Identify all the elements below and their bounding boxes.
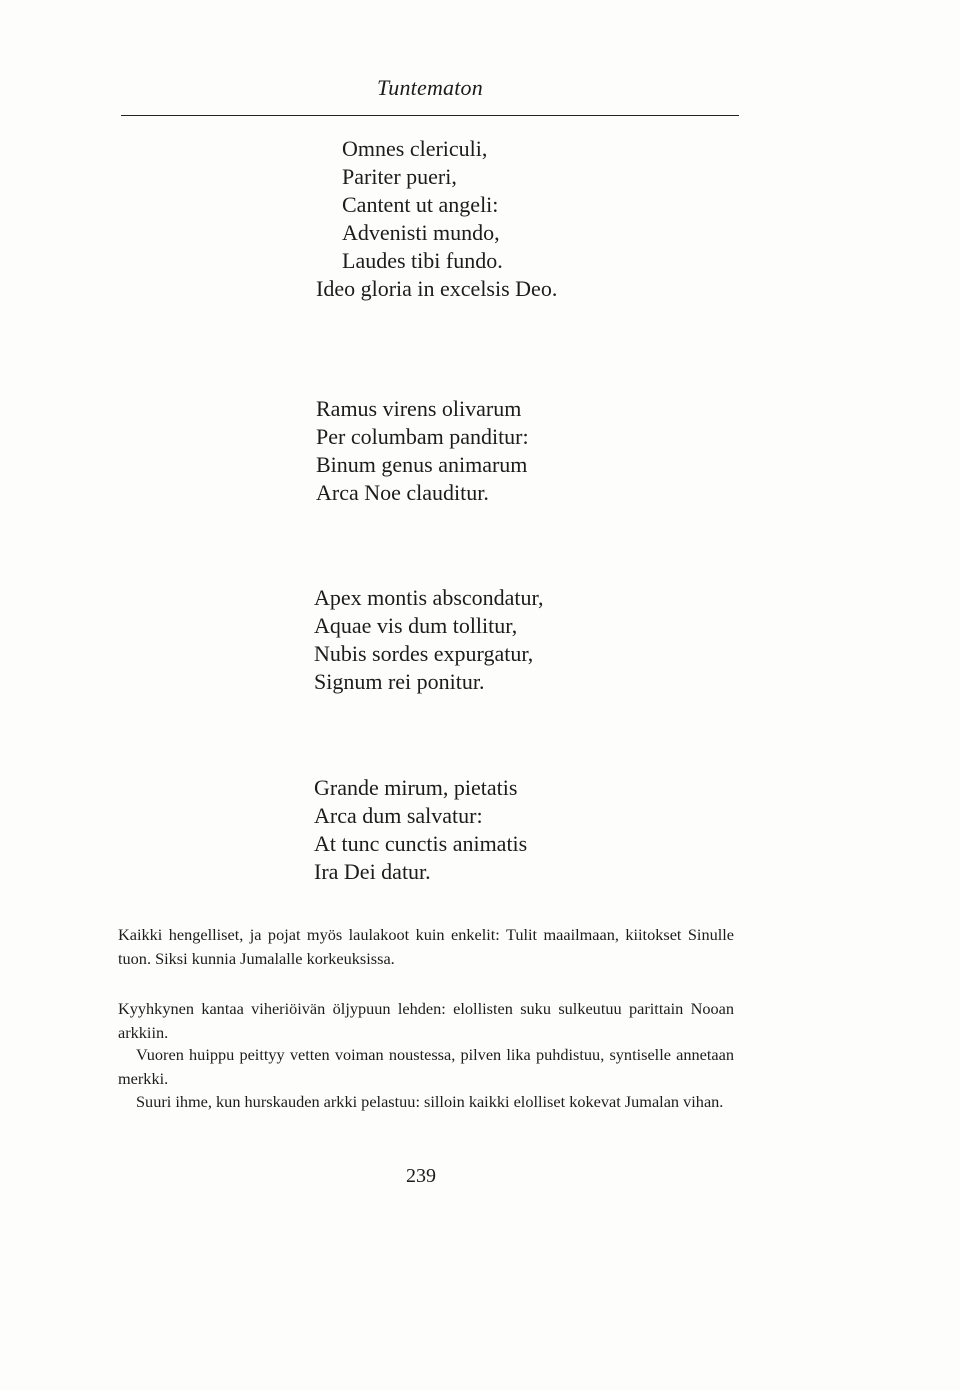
translation-paragraph: Kaikki hengelliset, ja pojat myös laulakoot kuin enkelit: Tulit maailmaan, kiitokset Sinulle tuon. Siksi kunnia Jumalalle korkeuksissa. <box>118 925 734 968</box>
page-number: 239 <box>406 1165 436 1187</box>
poem-stanza <box>316 395 529 507</box>
poem-line: Grande mirum, pietatis <box>314 775 518 800</box>
poem-line: Pariter pueri, <box>342 164 457 189</box>
poem-refrain-line: Ideo gloria in excelsis Deo. <box>316 276 558 301</box>
translation-paragraph: Suuri ihme, kun hurskauden arkki pelastuu: silloin kaikki elolliset kokevat Jumalan vihan. <box>136 1092 724 1111</box>
poem-line: Cantent ut angeli: <box>342 192 499 217</box>
poem-line: Apex montis abscondatur, <box>314 585 544 610</box>
poem-line: Arca Noe clauditur. <box>316 480 489 505</box>
poem-stanza <box>314 774 527 886</box>
poem-stanza <box>314 584 543 696</box>
poem-line: Laudes tibi fundo. <box>342 248 503 273</box>
poem-line: Ira Dei datur. <box>314 859 431 884</box>
translation-paragraph: Kyyhkynen kantaa viheriöivän öljypuun lehden: elollisten suku sulkeutuu parittain Nooan arkkiin. <box>118 999 734 1042</box>
poem-line: Ramus virens olivarum <box>316 396 522 421</box>
poem-line: Signum rei ponitur. <box>314 669 485 694</box>
poem-line: Aquae vis dum tollitur, <box>314 613 518 638</box>
running-head: Tuntematon <box>377 75 483 100</box>
translation-paragraph: Vuoren huippu peittyy vetten voiman noustessa, pilven lika puhdistuu, syntiselle annetaan merkki. <box>118 1045 734 1088</box>
poem-line: Per columbam panditur: <box>316 424 529 449</box>
poem-line: Nubis sordes expurgatur, <box>314 641 534 666</box>
poem-line: Omnes clericuli, <box>342 136 488 161</box>
poem-line: Advenisti mundo, <box>342 220 500 245</box>
poem-line: Binum genus animarum <box>316 452 528 477</box>
poem-stanza <box>316 135 558 303</box>
poem-line: Arca dum salvatur: <box>314 803 483 828</box>
poem-line: At tunc cunctis animatis <box>314 831 528 856</box>
header-rule <box>121 115 739 116</box>
